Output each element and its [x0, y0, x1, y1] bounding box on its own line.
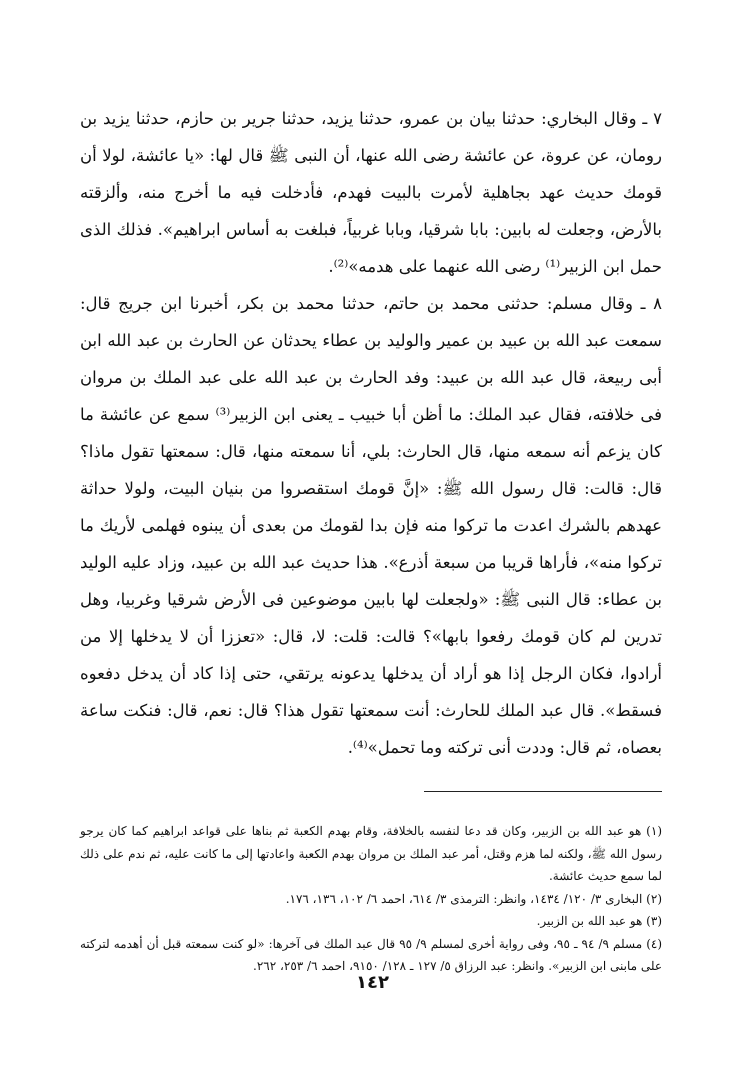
footnote-2: (٢) البخارى ٣/ ١٢٠/ ١٤٣٤، وانظر: الترمذى ٣/ ٦١٤، احمد ٦/ ١٠٢، ١٣٦، ١٧٦.	[285, 891, 662, 906]
hadith-paragraph-8: ٨ ـ وقال مسلم: حدثنى محمد بن حاتم، حدثنا محمد بن بكر، أخبرنا ابن جريج قال: سمعت عبد الله بن عبيد بن عمير والوليد بن عطاء يحدثان عن الحارث بن عبد الله ابن أبى ربيعة، قال عبد الله بن عبيد: وفد الحارث بن عبد الله على عبد الملك بن مروان فى خلافته، فقال عبد الملك: ما أظن أبا خبيب ـ يعنى ابن الزبير⁽³⁾ سمع عن عائشة ما كان يزعم أنه سمعه منها، قال الحارث: بلي، أنا سمعته منها، قال: سمعتها تقول ماذا؟ قال: قالت: قال رسول الله ﷺ: «إنَّ قومك استقصروا من بنيان البيت، ولولا حداثة عهدهم بالشرك اعدت ما تركوا منه فإن بدا لقومك من بعدى أن يبنوه فهلمى لأريك ما تركوا منه»، فأراها قريبا من سبعة أذرع». هذا حديث عبد الله بن عبيد، وزاد عليه الوليد بن عطاء: قال النبى ﷺ: «ولجعلت لها بابين موضوعين فى الأرض شرقيا وغربيا، وهل تدرين لم كان قومك رفعوا بابها»؟ قالت: قلت: لا، قال: «تعززا أن لا يدخلها إلا من أرادوا، فكان الرجل إذا هو أراد أن يدخلها يدعونه يرتقي، حتى إذا كاد أن يدخل دفعوه فسقط». قال عبد الملك للحارث: أنت سمعتها تقول هذا؟ قال: نعم، قال: فنكت ساعة بعصاه، ثم قال: وددت أنى تركته وما تحمل»⁽⁴⁾.	[80, 294, 663, 757]
footnotes	[80, 820, 662, 978]
page-number: ١٤٢	[356, 972, 389, 993]
footnote-separator	[424, 791, 662, 792]
hadith-paragraph-7: ٧ ـ وقال البخاري: حدثنا بيان بن عمرو، حدثنا يزيد، حدثنا جرير بن حازم، حدثنا يزيد بن رومان، عن عروة، عن عائشة رضى الله عنها، أن النبى ﷺ قال لها: «يا عائشة، لولا أن قومك حديث عهد بجاهلية لأمرت بالبيت فهدم، فأدخلت فيه ما أخرج منه، وألزقته بالأرض، وجعلت له بابين: بابا شرقيا، وبابا غربياً، فبلغت به أساس ابراهيم». فذلك الذى حمل ابن الزبير⁽¹⁾ رضى الله عنهما على هدمه»⁽²⁾.	[80, 109, 662, 276]
footnote-3: (٣) هو عبد الله بن الزبير.	[536, 914, 662, 928]
footnote-4: (٤) مسلم ٩/ ٩٤ ـ ٩٥، وفى رواية أخرى لمسلم ٩/ ٩٥ قال عبد الملك فى آخرها: «لو كنت سمعته قبل أن أهدمه لتركته على مابنى ابن الزبير». وانظر: عبد الرزاق ٥/ ١٢٧ ـ ١٢٨/ ٩١٥٠، احمد ٦/ ٢٥٣، ٢٦٢.	[80, 936, 663, 973]
footnote-1: (١) هو عبد الله بن الزبير، وكان قد دعا لنفسه بالخلافة، وقام بهدم الكعبة ثم بناها على قواعد ابراهيم كما كان يرجو رسول الله ﷺ، ولكنه لما هزم وقتل، أمر عبد الملك بن مروان بهدم الكعبة واعادتها إلى ما كانت عليه، ثم ندم على ذلك لما سمع حديث عائشة.	[80, 824, 662, 883]
